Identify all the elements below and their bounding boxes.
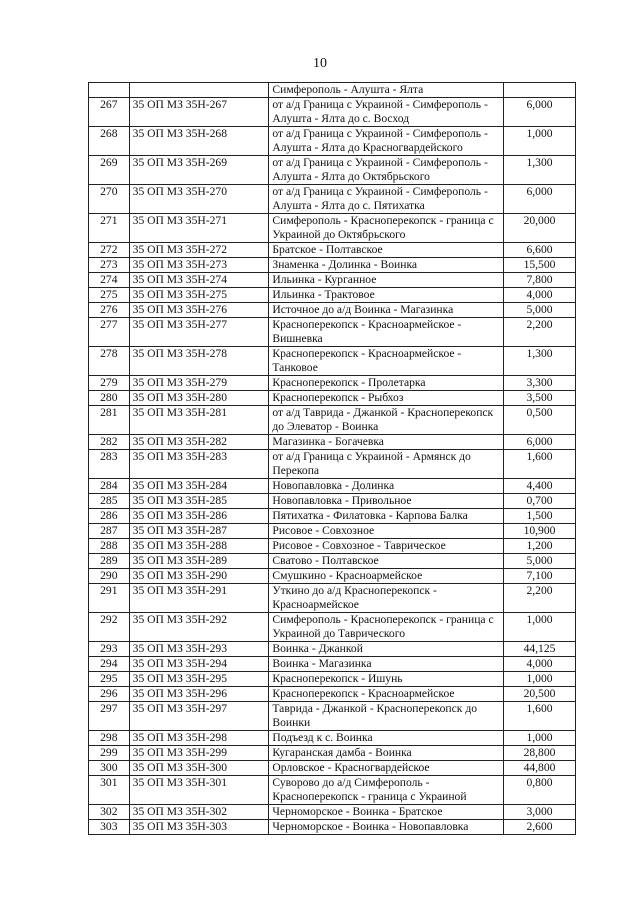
road-length: 7,100: [504, 569, 576, 584]
row-number: 281: [89, 406, 130, 435]
road-code: 35 ОП МЗ 35Н-290: [129, 569, 269, 584]
road-code: 35 ОП МЗ 35Н-277: [129, 318, 269, 347]
table-row: [89, 303, 576, 318]
road-code: 35 ОП МЗ 35Н-289: [129, 554, 269, 569]
row-number: 302: [89, 805, 130, 820]
road-code: 35 ОП МЗ 35Н-301: [129, 776, 269, 805]
road-length: 1,200: [504, 539, 576, 554]
road-length: 0,800: [504, 776, 576, 805]
road-code: 35 ОП МЗ 35Н-286: [129, 509, 269, 524]
road-length: 2,200: [504, 584, 576, 613]
row-number: 272: [89, 243, 130, 258]
road-code: 35 ОП МЗ 35Н-299: [129, 746, 269, 761]
road-length: 1,000: [504, 613, 576, 642]
table-row: [89, 524, 576, 539]
road-name: Воинка - Магазинка: [269, 657, 504, 672]
table-row: [89, 657, 576, 672]
road-code: [129, 83, 269, 98]
road-name: Новопавловка - Долинка: [269, 479, 504, 494]
road-length: 5,000: [504, 303, 576, 318]
road-code: 35 ОП МЗ 35Н-291: [129, 584, 269, 613]
row-number: 285: [89, 494, 130, 509]
row-number: 268: [89, 127, 130, 156]
table-row: [89, 435, 576, 450]
road-length: 6,600: [504, 243, 576, 258]
road-name: Знаменка - Долинка - Воинка: [269, 258, 504, 273]
row-number: 296: [89, 687, 130, 702]
road-code: 35 ОП МЗ 35Н-272: [129, 243, 269, 258]
row-number: 277: [89, 318, 130, 347]
road-code: 35 ОП МЗ 35Н-271: [129, 214, 269, 243]
table-row: [89, 127, 576, 156]
row-number: 273: [89, 258, 130, 273]
road-name: Красноперекопск - Красноармейское - Вишневка: [269, 318, 504, 347]
table-row: [89, 214, 576, 243]
table-row: [89, 731, 576, 746]
road-name: Рисовое - Совхозное - Таврическое: [269, 539, 504, 554]
road-name: Рисовое - Совхозное: [269, 524, 504, 539]
road-code: 35 ОП МЗ 35Н-284: [129, 479, 269, 494]
table-row: [89, 288, 576, 303]
roads-table: [88, 82, 576, 835]
road-name: Симферополь - Алушта - Ялта: [269, 83, 504, 98]
row-number: 290: [89, 569, 130, 584]
table-row-carry-over: [89, 83, 576, 98]
road-name: Красноперекопск - Рыбхоз: [269, 391, 504, 406]
road-code: 35 ОП МЗ 35Н-302: [129, 805, 269, 820]
road-code: 35 ОП МЗ 35Н-274: [129, 273, 269, 288]
road-code: 35 ОП МЗ 35Н-278: [129, 347, 269, 376]
road-code: 35 ОП МЗ 35Н-267: [129, 98, 269, 127]
table-row: [89, 185, 576, 214]
row-number: 295: [89, 672, 130, 687]
road-length: 4,400: [504, 479, 576, 494]
road-name: Подъезд к с. Воинка: [269, 731, 504, 746]
table-row: [89, 642, 576, 657]
row-number: 300: [89, 761, 130, 776]
road-length: 1,000: [504, 127, 576, 156]
road-name: Суворово до а/д Симферополь - Красноперекопск - граница с Украиной: [269, 776, 504, 805]
road-name: Братское - Полтавское: [269, 243, 504, 258]
road-code: 35 ОП МЗ 35Н-285: [129, 494, 269, 509]
road-length: 0,500: [504, 406, 576, 435]
road-length: 4,000: [504, 657, 576, 672]
table-row: [89, 613, 576, 642]
road-length: 28,800: [504, 746, 576, 761]
road-code: 35 ОП МЗ 35Н-295: [129, 672, 269, 687]
row-number: 267: [89, 98, 130, 127]
row-number: 284: [89, 479, 130, 494]
road-code: 35 ОП МЗ 35Н-273: [129, 258, 269, 273]
road-length: 1,600: [504, 450, 576, 479]
table-row: [89, 805, 576, 820]
road-name: Черноморское - Воинка - Новопавловка: [269, 820, 504, 835]
row-number: 282: [89, 435, 130, 450]
table-row: [89, 98, 576, 127]
table-row: [89, 347, 576, 376]
road-name: Симферополь - Красноперекопск - граница с Украиной до Октябрьского: [269, 214, 504, 243]
road-code: 35 ОП МЗ 35Н-303: [129, 820, 269, 835]
row-number: 291: [89, 584, 130, 613]
row-number: 275: [89, 288, 130, 303]
road-length: 2,600: [504, 820, 576, 835]
road-code: 35 ОП МЗ 35Н-282: [129, 435, 269, 450]
row-number: 278: [89, 347, 130, 376]
road-length: 2,200: [504, 318, 576, 347]
road-length: 1,300: [504, 156, 576, 185]
table-row: [89, 509, 576, 524]
road-name: Ильинка - Курганное: [269, 273, 504, 288]
row-number: 301: [89, 776, 130, 805]
row-number: 270: [89, 185, 130, 214]
road-code: 35 ОП МЗ 35Н-268: [129, 127, 269, 156]
row-number: [89, 83, 130, 98]
row-number: 292: [89, 613, 130, 642]
road-code: 35 ОП МЗ 35Н-297: [129, 702, 269, 731]
road-name: Красноперекопск - Ишунь: [269, 672, 504, 687]
road-name: Ильинка - Трактовое: [269, 288, 504, 303]
road-name: от а/д Граница с Украиной - Симферополь - Алушта - Ялта до Красногвардейского: [269, 127, 504, 156]
road-name: Пятихатка - Филатовка - Карпова Балка: [269, 509, 504, 524]
road-length: 44,800: [504, 761, 576, 776]
road-length: 1,000: [504, 731, 576, 746]
road-length: 5,000: [504, 554, 576, 569]
road-length: 44,125: [504, 642, 576, 657]
table-row: [89, 273, 576, 288]
road-name: Красноперекопск - Пролетарка: [269, 376, 504, 391]
road-length: 15,500: [504, 258, 576, 273]
road-code: 35 ОП МЗ 35Н-276: [129, 303, 269, 318]
road-name: Сватово - Полтавское: [269, 554, 504, 569]
road-name: Магазинка - Богачевка: [269, 435, 504, 450]
row-number: 294: [89, 657, 130, 672]
table-row: [89, 479, 576, 494]
road-name: от а/д Граница с Украиной - Симферополь - Алушта - Ялта до с. Пятихатка: [269, 185, 504, 214]
row-number: 287: [89, 524, 130, 539]
table-row: [89, 258, 576, 273]
row-number: 297: [89, 702, 130, 731]
road-length: [504, 83, 576, 98]
road-name: Уткино до а/д Красноперекопск - Красноармейское: [269, 584, 504, 613]
table-row: [89, 494, 576, 509]
road-length: 6,000: [504, 435, 576, 450]
table-row: [89, 687, 576, 702]
road-length: 10,900: [504, 524, 576, 539]
table-row: [89, 554, 576, 569]
road-code: 35 ОП МЗ 35Н-294: [129, 657, 269, 672]
table-row: [89, 156, 576, 185]
table-row: [89, 746, 576, 761]
road-length: 7,800: [504, 273, 576, 288]
row-number: 299: [89, 746, 130, 761]
road-name: от а/д Таврида - Джанкой - Красноперекопск до Элеватор - Воинка: [269, 406, 504, 435]
row-number: 286: [89, 509, 130, 524]
road-length: 1,300: [504, 347, 576, 376]
table-row: [89, 243, 576, 258]
row-number: 274: [89, 273, 130, 288]
road-name: Красноперекопск - Красноармейское - Танковое: [269, 347, 504, 376]
road-name: Орловское - Красногвардейское: [269, 761, 504, 776]
page-number: 10: [313, 56, 327, 71]
road-code: 35 ОП МЗ 35Н-270: [129, 185, 269, 214]
road-length: 3,000: [504, 805, 576, 820]
table-row: [89, 450, 576, 479]
row-number: 269: [89, 156, 130, 185]
road-name: Новопавловка - Привольное: [269, 494, 504, 509]
road-length: 20,000: [504, 214, 576, 243]
road-code: 35 ОП МЗ 35Н-279: [129, 376, 269, 391]
roads-table-body: [89, 83, 576, 835]
road-code: 35 ОП МЗ 35Н-296: [129, 687, 269, 702]
road-length: 20,500: [504, 687, 576, 702]
road-code: 35 ОП МЗ 35Н-287: [129, 524, 269, 539]
road-name: Таврида - Джанкой - Красноперекопск до Воинки: [269, 702, 504, 731]
table-row: [89, 584, 576, 613]
row-number: 288: [89, 539, 130, 554]
road-length: 6,000: [504, 185, 576, 214]
road-code: 35 ОП МЗ 35Н-300: [129, 761, 269, 776]
road-code: 35 ОП МЗ 35Н-298: [129, 731, 269, 746]
table-row: [89, 318, 576, 347]
road-name: от а/д Граница с Украиной - Армянск до Перекопа: [269, 450, 504, 479]
table-row: [89, 820, 576, 835]
table-row: [89, 776, 576, 805]
road-name: Симферополь - Красноперекопск - граница с Украиной до Таврического: [269, 613, 504, 642]
road-name: Кугаранская дамба - Воинка: [269, 746, 504, 761]
road-length: 3,500: [504, 391, 576, 406]
table-row: [89, 672, 576, 687]
row-number: 298: [89, 731, 130, 746]
road-code: 35 ОП МЗ 35Н-293: [129, 642, 269, 657]
road-length: 1,500: [504, 509, 576, 524]
road-code: 35 ОП МЗ 35Н-281: [129, 406, 269, 435]
road-name: Смушкино - Красноармейское: [269, 569, 504, 584]
road-length: 1,600: [504, 702, 576, 731]
road-code: 35 ОП МЗ 35Н-283: [129, 450, 269, 479]
row-number: 276: [89, 303, 130, 318]
road-name: от а/д Граница с Украиной - Симферополь - Алушта - Ялта до Октябрьского: [269, 156, 504, 185]
row-number: 283: [89, 450, 130, 479]
table-row: [89, 761, 576, 776]
road-length: 4,000: [504, 288, 576, 303]
table-row: [89, 376, 576, 391]
road-length: 3,300: [504, 376, 576, 391]
row-number: 303: [89, 820, 130, 835]
road-code: 35 ОП МЗ 35Н-292: [129, 613, 269, 642]
road-name: Черноморское - Воинка - Братское: [269, 805, 504, 820]
road-length: 6,000: [504, 98, 576, 127]
row-number: 271: [89, 214, 130, 243]
row-number: 280: [89, 391, 130, 406]
road-name: Источное до а/д Воинка - Магазинка: [269, 303, 504, 318]
row-number: 289: [89, 554, 130, 569]
road-code: 35 ОП МЗ 35Н-269: [129, 156, 269, 185]
row-number: 279: [89, 376, 130, 391]
road-code: 35 ОП МЗ 35Н-275: [129, 288, 269, 303]
table-row: [89, 539, 576, 554]
row-number: 293: [89, 642, 130, 657]
road-code: 35 ОП МЗ 35Н-288: [129, 539, 269, 554]
table-row: [89, 702, 576, 731]
road-name: от а/д Граница с Украиной - Симферополь - Алушта - Ялта до с. Восход: [269, 98, 504, 127]
road-name: Красноперекопск - Красноармейское: [269, 687, 504, 702]
road-code: 35 ОП МЗ 35Н-280: [129, 391, 269, 406]
road-length: 1,000: [504, 672, 576, 687]
road-length: 0,700: [504, 494, 576, 509]
road-name: Воинка - Джанкой: [269, 642, 504, 657]
table-row: [89, 391, 576, 406]
table-row: [89, 406, 576, 435]
table-row: [89, 569, 576, 584]
